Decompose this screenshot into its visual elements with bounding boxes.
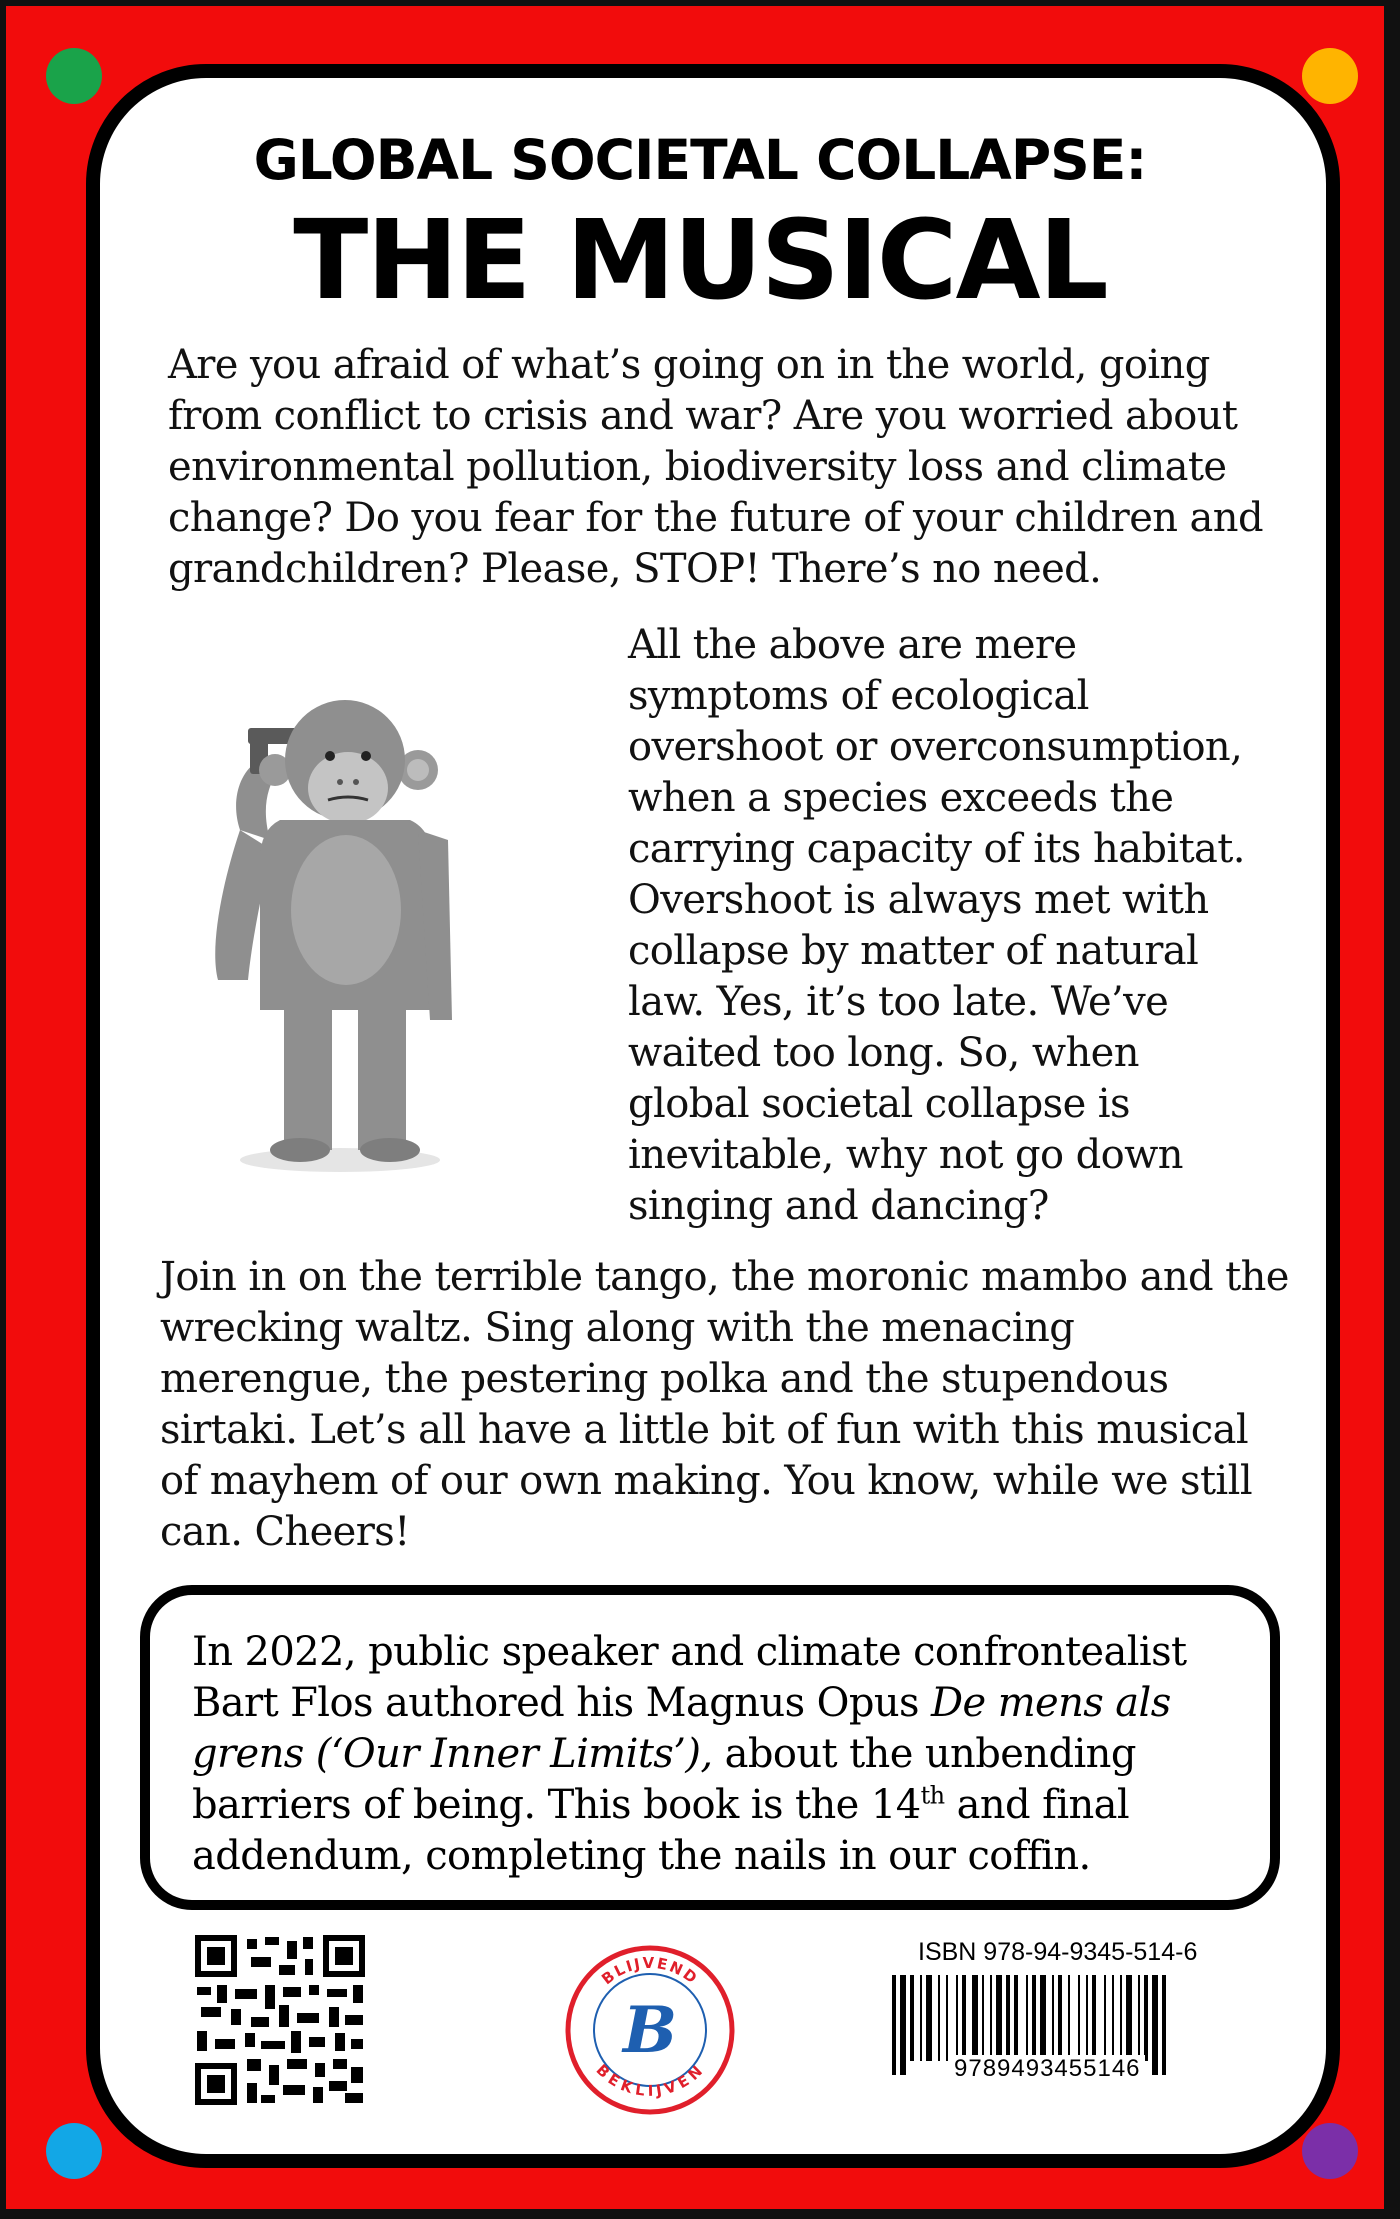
barcode-bar [926, 1975, 932, 2061]
barcode-bar [938, 1975, 940, 2061]
barcode-bar [1138, 1975, 1140, 2061]
barcode-bar [1092, 1975, 1096, 2061]
overshoot-paragraph: All the above are mere symptoms of ecological overshoot or overconsumption, when a species exceeds the carrying capacity of its habitat. Overshoot is always met with collapse by matter of natural law. Yes, it’s too late. We’ve waited too long. So, when global societal collapse is inevitable, why not go down singing and dancing? [628, 622, 1245, 1229]
intro-paragraph: Are you afraid of what’s going on in the world, going from conflict to crisis and war? Are you worried about environmental pollution, biodiversity loss and climate change? Do you fear for the future of your children and grandchildren? Please, STOP! There’s no need. [168, 342, 1263, 592]
bio-ordinal: th [920, 1781, 945, 1810]
corner-dot-purple [1302, 2123, 1358, 2179]
barcode-bar [1052, 1975, 1054, 2061]
barcode-bar [1032, 1975, 1036, 2061]
barcode-bar [1086, 1975, 1088, 2061]
barcode-bar [996, 1975, 1002, 2061]
barcode-bar [910, 1975, 914, 2061]
bio-part-3: and final addendum, completing the nails in our coffin. [192, 1782, 1130, 1879]
publisher-name-bottom: BEKLIJVEN [592, 2060, 708, 2100]
title-line-2: THE MUSICAL [293, 196, 1107, 324]
barcode-bar [982, 1975, 984, 2061]
qr-code [195, 1935, 365, 2105]
barcode-bar [946, 1975, 948, 2061]
corner-dot-green [46, 48, 102, 104]
monkey-with-gun-illustration [200, 690, 480, 1180]
barcode-bar [892, 1975, 896, 2075]
bio-part-1: In 2022, public speaker and climate confrontealist Bart Flos authored his Magnus Opus [192, 1629, 1187, 1726]
barcode-bar [1068, 1975, 1070, 2061]
barcode-bar [1152, 1975, 1158, 2075]
bio-book-title: De mens als grens (‘Our Inner Limits’), [192, 1680, 1171, 1777]
publisher-logo [560, 1940, 740, 2120]
barcode-bar [990, 1975, 992, 2061]
corner-dot-yellow [1302, 48, 1358, 104]
barcode-number: 9789493455146 [950, 2055, 1145, 2083]
barcode-bar [900, 1975, 906, 2075]
author-bio-text [192, 1627, 1252, 1882]
barcode-bar [1040, 1975, 1046, 2061]
barcode-bar [1162, 1975, 1166, 2075]
author-bio-box [140, 1585, 1280, 1910]
corner-dot-blue [46, 2123, 102, 2179]
publisher-name-top: BLIJVEND [598, 1953, 702, 1989]
barcode-bar [1058, 1975, 1062, 2061]
isbn-label: ISBN 978-94-9345-514-6 [918, 1938, 1198, 1966]
title-line-1: GLOBAL SOCIETAL COLLAPSE: [253, 128, 1147, 192]
barcode-bar [1104, 1975, 1106, 2061]
barcode-bar [1026, 1975, 1028, 2061]
publisher-mark: B [622, 1993, 678, 2068]
bio-part-2: about the unbending barriers of being. This book is the 14 [192, 1731, 1136, 1828]
barcode-bar [1144, 1975, 1148, 2061]
barcode-bar [962, 1975, 966, 2061]
barcode-bar [1126, 1975, 1132, 2061]
barcode-bar [920, 1975, 922, 2061]
barcode-bar [1078, 1975, 1080, 2061]
barcode-bar [1112, 1975, 1114, 2061]
barcode-bar [1120, 1975, 1122, 2061]
join-paragraph: Join in on the terrible tango, the moronic mambo and the wrecking waltz. Sing along with the menacing merengue, the pestering polka and the stupendous sirtaki. Let’s all have a little bit of fun with this musical of mayhem of our own making. You know, while we still can. Cheers! [160, 1254, 1289, 1555]
barcode-bar [1006, 1975, 1010, 2061]
barcode-bar [1014, 1975, 1018, 2061]
barcode-bar [972, 1975, 978, 2061]
barcode-bar [956, 1975, 958, 2061]
